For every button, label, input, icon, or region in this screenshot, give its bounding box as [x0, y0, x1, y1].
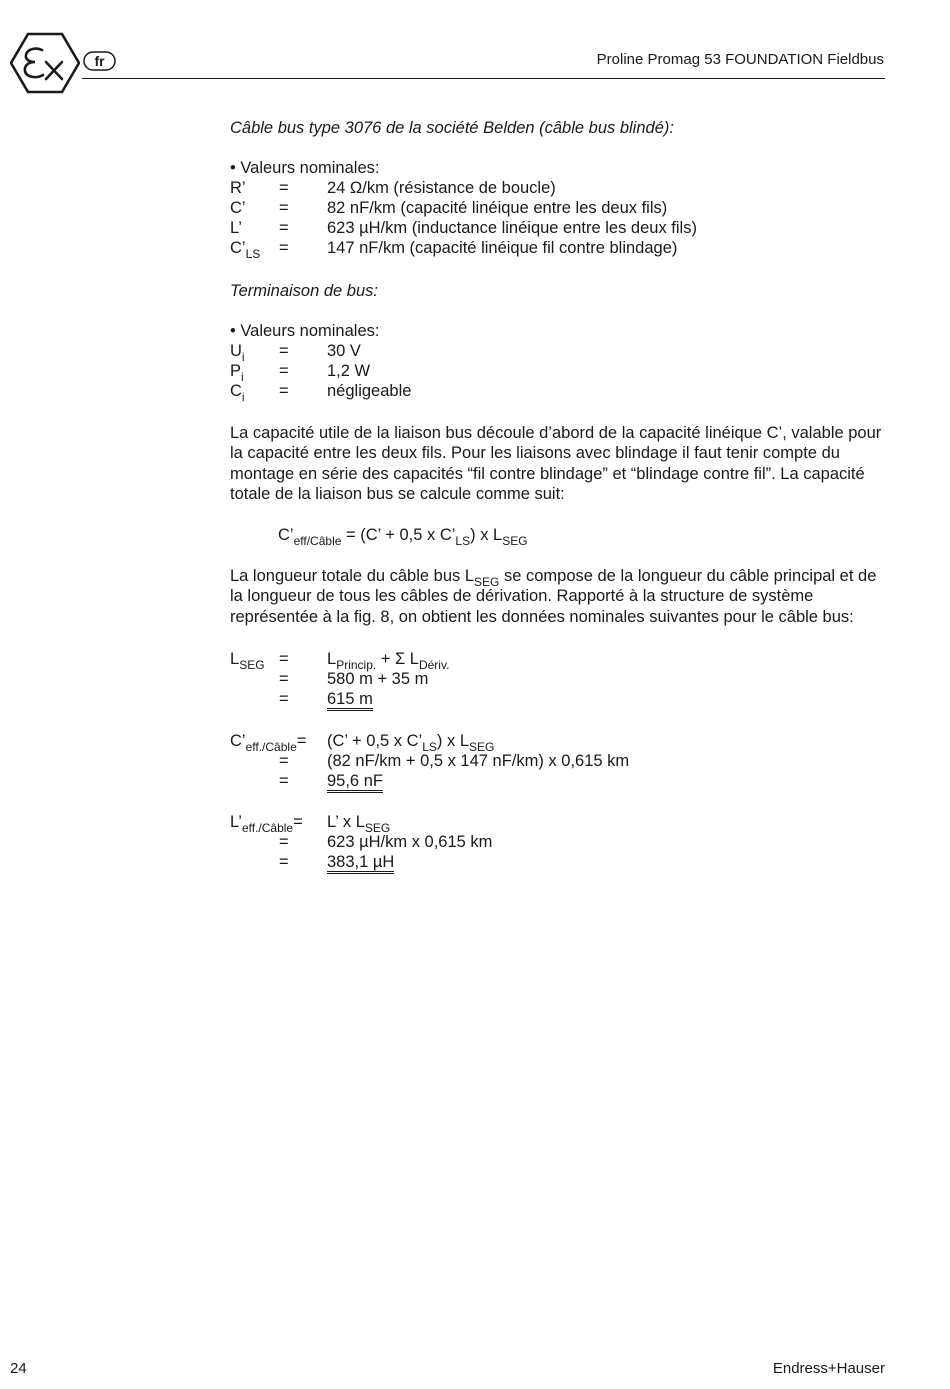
cable-row-shield-capacitance: $C’_{LS}$ = 147 nF/km (capacité linéique fil contre blindage) [230, 239, 678, 261]
effective-capacitance-result: 95,6 nF [327, 773, 383, 793]
language-badge-label: fr [94, 53, 105, 69]
segment-length-result: 615 m [327, 691, 373, 711]
cable-heading: Câble bus type 3076 de la société Belden (câble bus blindé): [230, 119, 674, 137]
cable-row-capacitance: C’ = 82 nF/km (capacité linéique entre les deux fils) [230, 199, 668, 217]
effective-capacitance-calculation: $C’_{eff./Câble}=$ (C’ + 0,5 x $C’_{LS}$) x $L_{SEG}$ = (82 nF/km + 0,5 x 147 nF/km) x 0,615 km = 95,6 nF [230, 731, 890, 791]
ex-hexagon-logo [10, 32, 80, 94]
segment-length-calculation: $L_{SEG}$ = $L_{Princip.} + \Sigma$ $L_{Dériv.}$ = 580 m + 35 m = 615 m [230, 649, 890, 709]
cable-row-resistance: R’ = 24 Ω/km (résistance de boucle) [230, 179, 556, 197]
termination-row-voltage: $U_i$ = 30 V [230, 342, 361, 364]
effective-inductance-calculation: $L’_{eff./Câble}=$ L’ x $L_{SEG}$ = 623 µH/km x 0,615 km = 383,1 µH [230, 812, 890, 872]
termination-bullet: • Valeurs nominales: [230, 322, 380, 340]
language-badge [83, 51, 116, 71]
cable-section [230, 118, 890, 261]
header-divider [82, 78, 885, 79]
page-number: 24 [10, 1360, 27, 1377]
cable-row-inductance: L’ = 623 µH/km (inductance linéique entre les deux fils) [230, 219, 697, 237]
termination-section [230, 281, 890, 404]
termination-row-power: $P_i$ = 1,2 W [230, 362, 371, 384]
cable-bullet: • Valeurs nominales: [230, 159, 380, 177]
termination-row-capacitance: $C_i$ = négligeable [230, 382, 412, 404]
brand-name: Endress+Hauser [772, 1360, 885, 1377]
length-paragraph: La longueur totale du câble bus $L_{SEG}$ se compose de la longueur du câble principal et de la longueur de tous les câbles de dérivation. Rapporté à la structure de système représentée à la fig. 8, on obtient les données nominales suivantes pour le câble bus: [230, 567, 877, 626]
capacitance-paragraph: La capacité utile de la liaison bus découle d’abord de la capacité linéique C’, valable pour la capacité entre les deux fils. Pour les liaisons avec blindage il faut tenir compte du montage en série des capacités “fil contre blindage” et “blindage contre fil”. La capacité totale de la liaison bus se calcule comme suit: [230, 424, 882, 503]
termination-heading: Terminaison de bus: [230, 282, 378, 300]
effective-inductance-result: 383,1 µH [327, 854, 394, 874]
capacitance-formula: $C’_{eff/Câble} = (C$’ + 0,5 x $C’_{LS}$) x $L_{SEG}$ [278, 526, 528, 548]
document-title: Proline Promag 53 FOUNDATION Fieldbus [596, 51, 884, 68]
